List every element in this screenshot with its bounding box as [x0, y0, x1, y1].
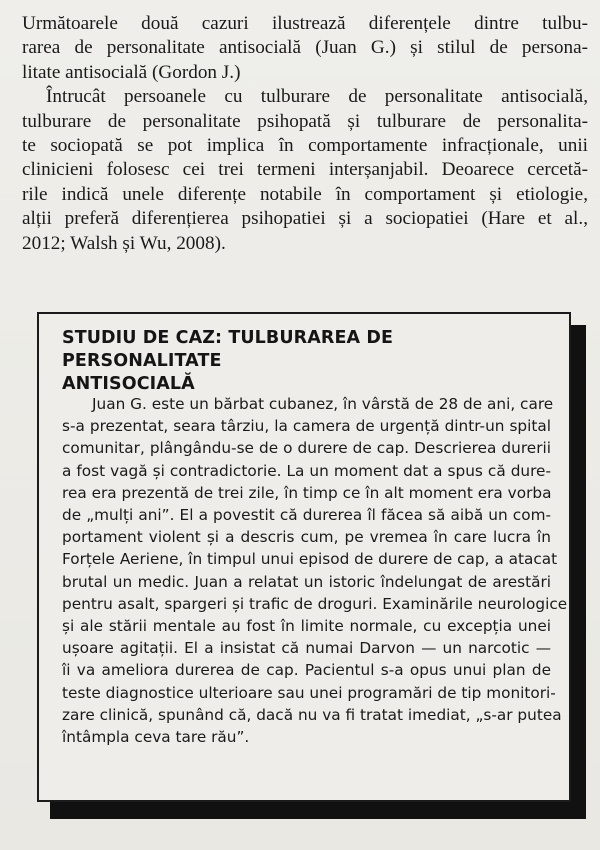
intro-paragraph-2 [22, 85, 588, 256]
text-line: alții preferă diferențierea psihopatiei și a sociopatiei (Hare et al., [22, 208, 588, 230]
case-line: pentru asalt, spargeri și trafic de droguri. Examinările neurologice [62, 594, 568, 613]
text-line: litate antisocială (Gordon J.) [22, 61, 241, 83]
text-line: Următoarele două cazuri ilustrează diferențele dintre tulbu- [22, 13, 588, 34]
case-study-body [62, 393, 568, 748]
case-line: îi va ameliora durerea de cap. Pacientul s-a opus unui plan de [62, 661, 551, 680]
intro-paragraph-1 [22, 12, 588, 85]
case-line: comunitar, plângându-se de o durere de cap. Descrierea durerii [62, 439, 551, 458]
case-study-box [37, 312, 571, 802]
case-study-title [62, 327, 552, 396]
case-line: zare clinică, spunând că, dacă nu va fi tratat imediat, „s-ar putea [62, 705, 562, 724]
case-line: brutal un medic. Juan a relatat un istoric îndelungat de arestări [62, 572, 551, 591]
case-line: teste diagnostice ulterioare sau unei programări de tip monitori- [62, 683, 556, 702]
case-line: Forțele Aeriene, în timpul unui episod de durere de cap, a atacat [62, 550, 558, 569]
case-line: a fost vagă și contradictorie. La un moment dat a spus că dure- [62, 461, 551, 480]
text-line: Întrucât persoanele cu tulburare de personalitate antisocială, [46, 86, 588, 108]
case-line: întâmpla ceva tare rău”. [62, 728, 250, 747]
case-line: și ale stării mentale au fost în limite normale, cu excepția unei [62, 617, 551, 636]
case-line: rea era prezentă de trei zile, în timp ce în alt moment era vorba [62, 483, 552, 502]
text-line: te sociopată se pot implica în comportamente infracționale, unii [22, 135, 588, 157]
text-line: clinicieni folosesc cei trei termeni interșanjabil. Deoarece cercetă- [22, 159, 588, 181]
case-line: portament violent și a descris cum, pe vremea în care lucra în [62, 528, 551, 547]
case-title-line: STUDIU DE CAZ: TULBURAREA DE PERSONALITATE [62, 328, 394, 371]
case-line: de „mulți ani”. El a povestit că durerea îl făcea să aibă un com- [62, 506, 551, 525]
text-line: rile indică unele diferențe notabile în comportament și etiologie, [22, 183, 588, 205]
text-line: rarea de personalitate antisocială (Juan G.) și stilul de persona- [22, 37, 588, 59]
case-line: Juan G. este un bărbat cubanez, în vârstă de 28 de ani, care [92, 395, 554, 413]
intro-text [22, 12, 588, 256]
text-line: tulburare de personalitate psihopată și tulburare de personalita- [22, 110, 588, 132]
text-line: 2012; Walsh și Wu, 2008). [22, 232, 226, 254]
case-title-line: ANTISOCIALĂ [62, 374, 195, 394]
case-line: ușoare agitații. El a insistat că numai Darvon — un narcotic — [62, 639, 551, 658]
case-line: s-a prezentat, seara târziu, la camera de urgență dintr-un spital [62, 417, 551, 436]
